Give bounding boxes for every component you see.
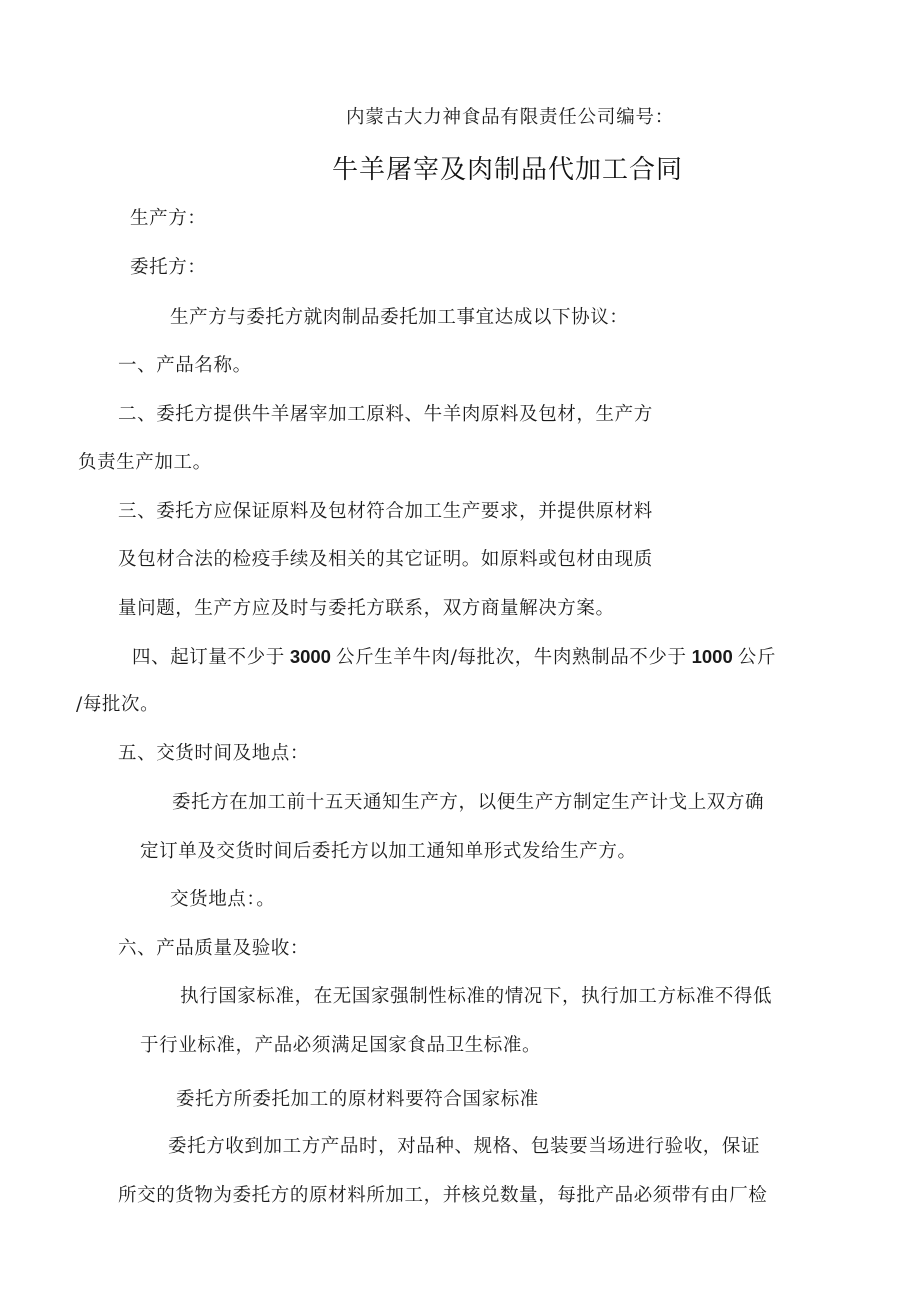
section-6-line-4: 委托方收到加工方产品时，对品种、规格、包装要当场进行验收，保证	[168, 1136, 761, 1157]
section-3-line-1: 三、委托方应保证原料及包材符合加工生产要求，并提供原材料	[118, 501, 653, 522]
section-6-line-1: 执行国家标准，在无国家强制性标准的情况下，执行加工方标准不得低	[180, 986, 773, 1007]
section-4-text-a: 四、起订量不少于	[132, 647, 285, 668]
section-2-line-2: 负责生产加工。	[78, 452, 212, 473]
agreement-intro: 生产方与委托方就肉制品委托加工事宜达成以下协议：	[170, 307, 629, 328]
section-2-line-1: 二、委托方提供牛羊屠宰加工原料、牛羊肉原料及包材，生产方	[118, 404, 653, 425]
contract-title: 牛羊屠宰及肉制品代加工合同	[332, 155, 684, 185]
company-label: 内蒙古大力神食品有限责任公司编号：	[346, 107, 675, 128]
min-raw-quantity: 3000	[289, 646, 331, 667]
section-5-line-2: 定订单及交货时间后委托方以加工通知单形式发给生产方。	[140, 841, 637, 862]
section-6-line-5: 所交的货物为委托方的原材料所加工，并核兑数量，每批产品必须带有由厂检	[118, 1185, 768, 1206]
section-5-heading: 五、交货时间及地点：	[118, 743, 310, 764]
client-label: 委托方：	[130, 257, 207, 278]
delivery-location: 交货地点：。	[170, 889, 276, 910]
section-4-text-c: 公斤	[737, 647, 776, 668]
section-6-heading: 六、产品质量及验收：	[118, 938, 310, 959]
section-6-line-3: 委托方所委托加工的原材料要符合国家标准	[176, 1089, 539, 1110]
producer-label: 生产方：	[130, 208, 207, 229]
section-5-line-1: 委托方在加工前十五天通知生产方，以便生产方制定生产计戈上双方确	[172, 792, 765, 813]
section-1-heading: 一、产品名称。	[118, 355, 252, 376]
section-4-line-1	[132, 645, 776, 670]
section-4-line-2: /每批次。	[76, 694, 160, 715]
section-3-line-2: 及包材合法的检疫手续及相关的其它证明。如原料或包材由现质	[118, 549, 653, 570]
section-3-line-3: 量问题，生产方应及时与委托方联系，双方商量解决方案。	[118, 598, 615, 619]
section-4-text-b: 公斤生羊牛肉/每批次，牛肉熟制品不少于	[335, 647, 687, 668]
min-cooked-quantity: 1000	[691, 646, 733, 667]
section-6-line-2: 于行业标准，产品必须满足国家食品卫生标准。	[140, 1035, 542, 1056]
